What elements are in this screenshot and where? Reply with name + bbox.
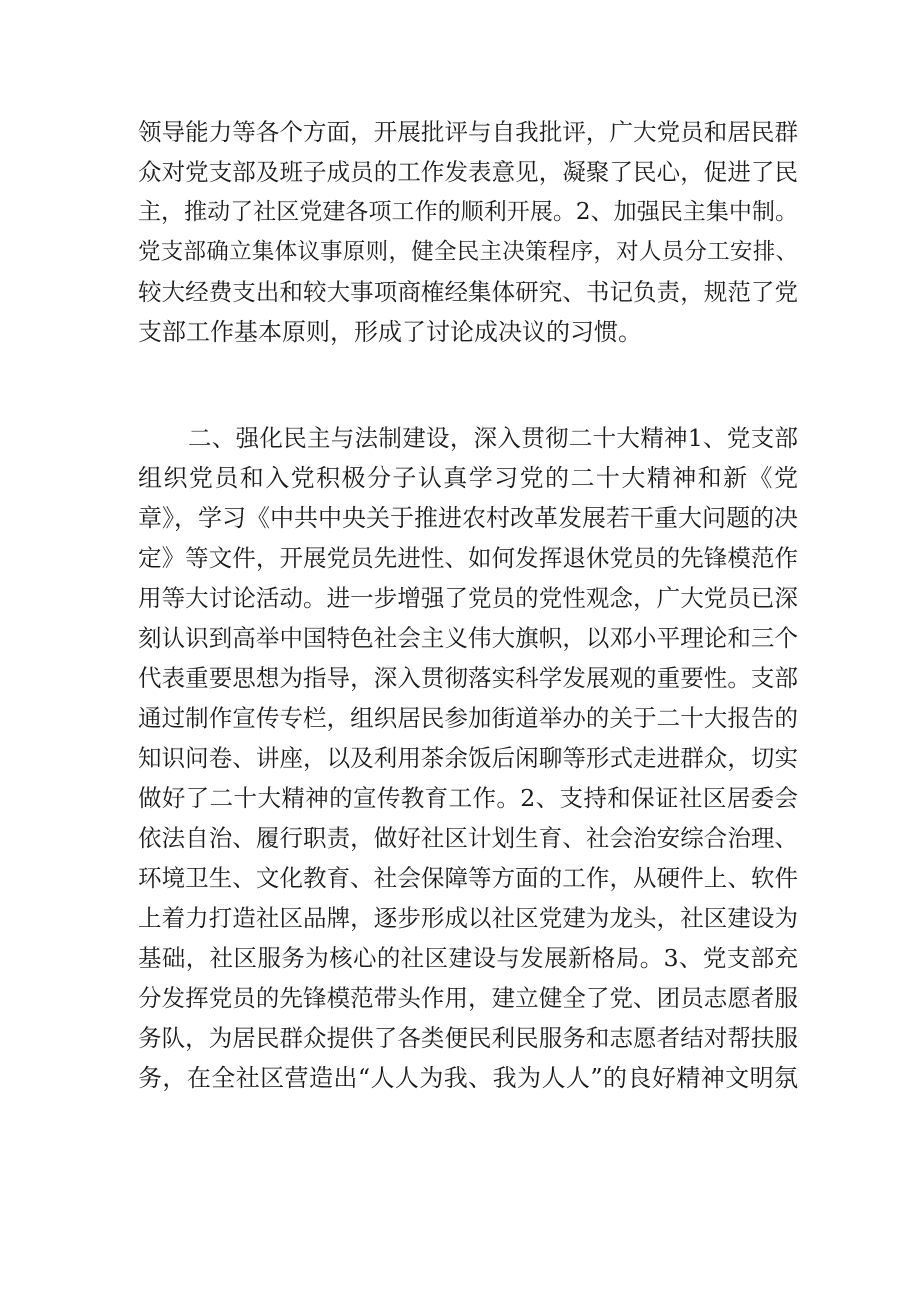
text-line: 通过制作宣传专栏，组织居民参加街道举办的关于二十大报告的 — [138, 704, 798, 732]
paragraph-1 — [138, 112, 798, 352]
text-line: 务队，为居民群众提供了各类便民利民服务和志愿者结对帮扶服 — [138, 1024, 798, 1052]
text-line: 环境卫生、文化教育、社会保障等方面的工作，从硬件上、软件 — [138, 864, 798, 892]
text-line: 较大经费支出和较大事项商榷经集体研究、书记负责，规范了党 — [138, 278, 798, 306]
text-line: 章》，学习《中共中央关于推进农村改革发展若干重大问题的决 — [138, 504, 798, 532]
text-line: 知识问卷、讲座，以及利用茶余饭后闲聊等形式走进群众，切实 — [138, 744, 798, 772]
text-line-indented: 二、强化民主与法制建设，深入贯彻二十大精神1、党支部 — [188, 424, 798, 452]
text-line: 基础，社区服务为核心的社区建设与发展新格局。3、党支部充 — [138, 944, 798, 972]
text-line: 用等大讨论活动。进一步增强了党员的党性观念，广大党员已深 — [138, 584, 798, 612]
text-line: 刻认识到高举中国特色社会主义伟大旗帜，以邓小平理论和三个 — [138, 624, 798, 652]
text-line: 依法自治、履行职责，做好社区计划生育、社会治安综合治理、 — [138, 824, 798, 852]
text-line: 主，推动了社区党建各项工作的顺利开展。2、加强民主集中制。 — [138, 199, 798, 225]
paragraph-2 — [138, 418, 798, 1098]
text-line: 领导能力等各个方面，开展批评与自我批评，广大党员和居民群 — [138, 118, 798, 146]
text-line: 党支部确立集体议事原则，健全民主决策程序，对人员分工安排、 — [138, 239, 798, 265]
text-line: 做好了二十大精神的宣传教育工作。2、支持和保证社区居委会 — [138, 784, 798, 812]
text-line: 上着力打造社区品牌，逐步形成以社区党建为龙头，社区建设为 — [138, 904, 798, 932]
text-line: 分发挥党员的先锋模范带头作用，建立健全了党、团员志愿者服 — [138, 984, 798, 1012]
text-line: 定》等文件，开展党员先进性、如何发挥退休党员的先锋模范作 — [138, 544, 798, 572]
text-line: 代表重要思想为指导，深入贯彻落实科学发展观的重要性。支部 — [138, 664, 798, 692]
text-line: 众对党支部及班子成员的工作发表意见，凝聚了民心，促进了民 — [138, 158, 798, 186]
text-line: 组织党员和入党积极分子认真学习党的二十大精神和新《党 — [138, 464, 798, 492]
text-line: 务，在全社区营造出“人人为我、我为人人”的良好精神文明氛 — [138, 1064, 798, 1092]
text-line: 支部工作基本原则，形成了讨论成决议的习惯。 — [138, 318, 642, 346]
